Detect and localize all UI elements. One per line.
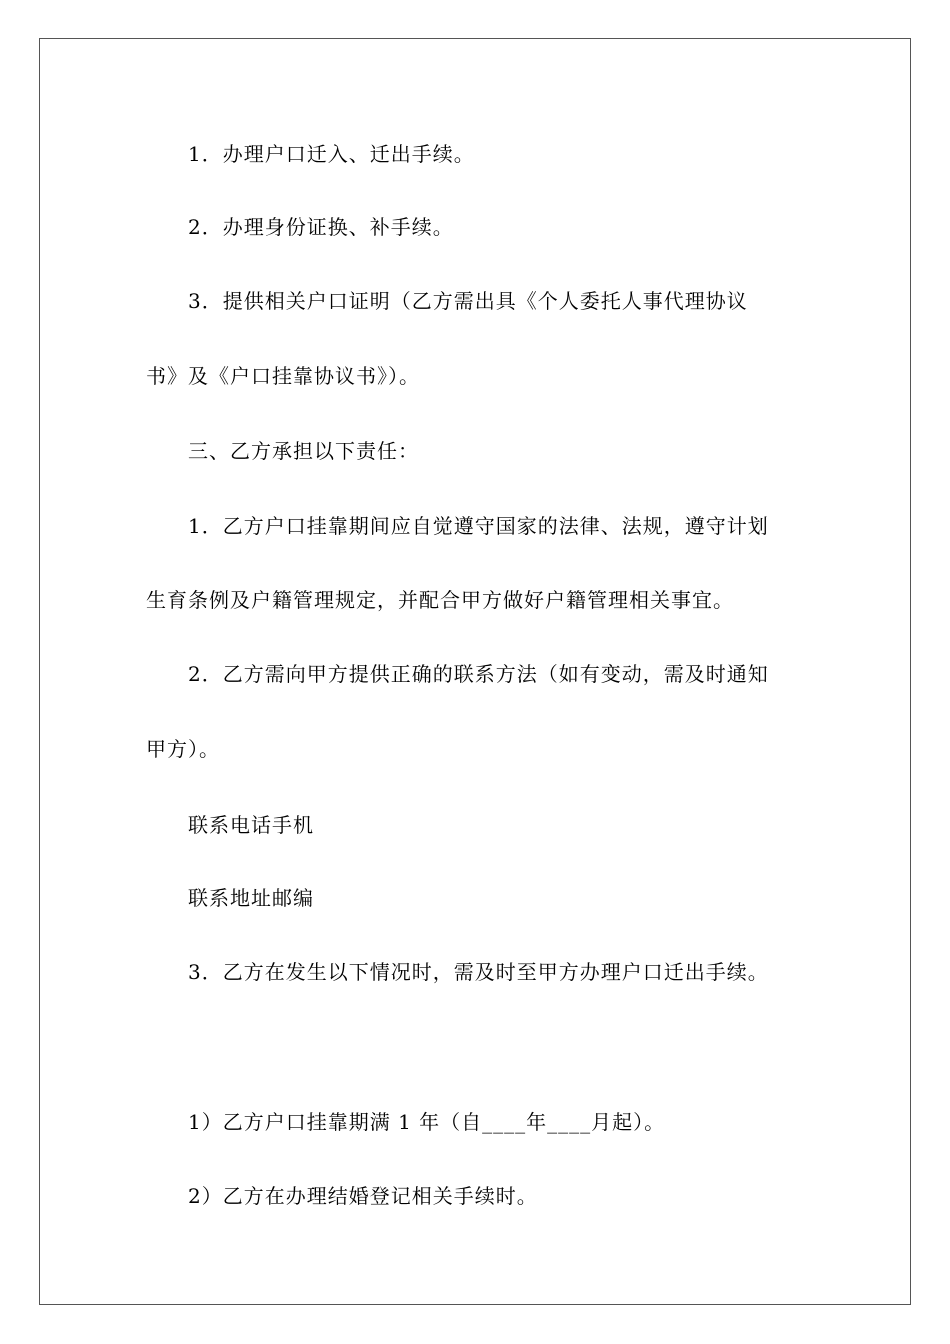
duty-1-line-2: 生育条例及户籍管理规定，并配合甲方做好户籍管理相关事宜。 [146,588,734,612]
condition-1-line: 1）乙方户口挂靠期满 1 年（自____年____月起）。 [188,1110,666,1134]
contact-phone-line: 联系电话手机 [188,813,314,837]
duty-1-line-1: 1．乙方户口挂靠期间应自觉遵守国家的法律、法规，遵守计划 [188,514,769,538]
duty-2-line-1: 2．乙方需向甲方提供正确的联系方法（如有变动，需及时通知 [188,662,769,686]
clause-1-household-transfer: 1．办理户口迁入、迁出手续。 [188,142,475,166]
clause-3-certificate-line-2: 书》及《户口挂靠协议书》）。 [146,364,420,388]
condition-2-line: 2）乙方在办理结婚登记相关手续时。 [188,1184,538,1208]
clause-2-id-card: 2．办理身份证换、补手续。 [188,215,454,239]
clause-3-certificate-line-1: 3．提供相关户口证明（乙方需出具《个人委托人事代理协议 [188,289,748,313]
section-heading-party-b-duties: 三、乙方承担以下责任： [188,439,419,463]
duty-3-line: 3．乙方在发生以下情况时，需及时至甲方办理户口迁出手续。 [188,960,769,984]
duty-2-line-2: 甲方）。 [146,737,220,761]
contact-address-line: 联系地址邮编 [188,886,314,910]
